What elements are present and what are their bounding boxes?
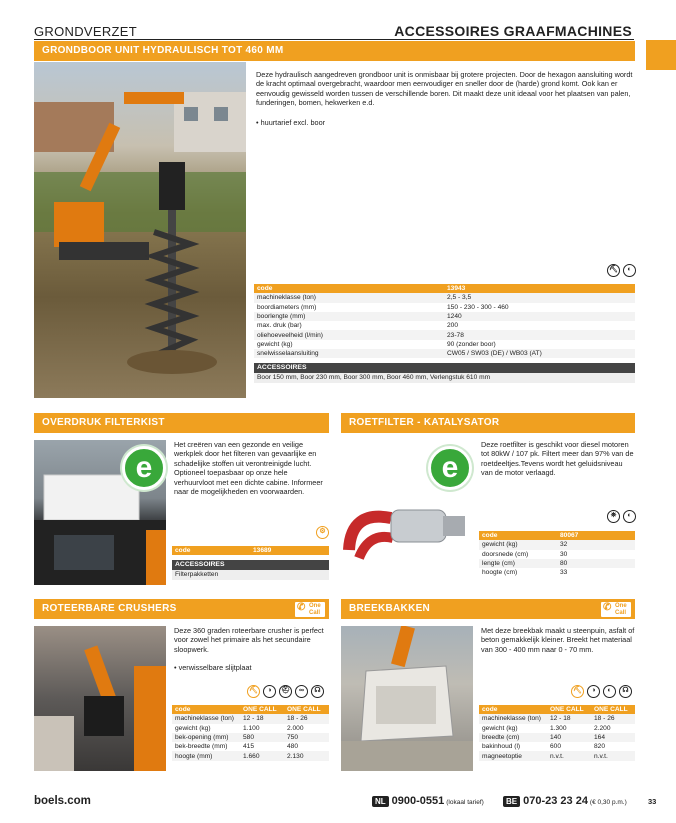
helmet-icon: ⛑ (279, 685, 292, 698)
accessories-heading: ACCESSOIRES (172, 560, 329, 570)
crusher-icon: ⛏ (571, 685, 584, 698)
accessories-list: Filterpakketten (172, 570, 329, 580)
table-cell: ONE CALL (547, 705, 591, 714)
table-cell: 18 - 26 (591, 714, 635, 723)
table-cell: ONE CALL (240, 705, 284, 714)
be-tag: BE (503, 796, 520, 807)
table-row (172, 751, 329, 760)
be-note: (€ 0,30 p.m.) (589, 799, 627, 806)
goggles-icon: ∞ (295, 685, 308, 698)
nl-phone: 0900-0551 (391, 795, 445, 807)
table-cell: gewicht (kg) (479, 540, 557, 549)
table-cell: 12 - 18 (240, 714, 284, 723)
page-title: ACCESSOIRES GRAAFMACHINES (394, 23, 632, 39)
table-cell: 80 (557, 559, 635, 568)
table-row (479, 714, 635, 723)
table-row (479, 705, 635, 714)
table-cell: 12 - 18 (547, 714, 591, 723)
nl-note: (lokaal tarief) (446, 799, 484, 806)
table-cell: 164 (591, 733, 635, 742)
table-cell: 80067 (557, 531, 635, 540)
excavator-illustration (34, 62, 246, 398)
grondboor-icons (604, 264, 636, 277)
table-cell: code (479, 705, 547, 714)
breekbakken-title-bar: BREEKBAKKEN (341, 599, 635, 619)
table-cell: ONE CALL (591, 705, 635, 714)
table-cell: gewicht (kg) (175, 724, 211, 732)
crushers-description: Deze 360 graden roteerbare crusher is perfect voor zowel het primaire als het secundaire sloopwerk. (174, 626, 324, 654)
bucket-icon: ◐ (603, 685, 616, 698)
table-row (479, 724, 635, 733)
table-cell: 200 (447, 322, 459, 330)
table-row (479, 751, 635, 760)
nl-tag: NL (372, 796, 389, 807)
table-cell: 2,5 - 3,5 (444, 293, 635, 302)
table-cell: breedte (cm) (479, 733, 547, 742)
table-cell: 600 (550, 743, 562, 751)
table-row (479, 550, 635, 559)
accessories-list: Boor 150 mm, Boor 230 mm, Boor 300 mm, Boor 460 mm, Verlengstuk 610 mm (254, 373, 635, 383)
excavator-icon: ⛏ (607, 264, 620, 277)
table-row (254, 349, 635, 358)
grondboor-spec-table (254, 284, 635, 383)
table-row (479, 531, 635, 540)
table-row (172, 733, 329, 742)
ear-protection-icon: ☊ (311, 685, 324, 698)
table-row (172, 705, 329, 714)
table-row (254, 284, 635, 293)
table-cell: 480 (287, 743, 299, 751)
filterkist-icons (313, 526, 329, 539)
excavator-icon: ◑ (263, 685, 276, 698)
one-call-badge: ✆ One Call (294, 601, 326, 618)
table-cell: gewicht (kg) (257, 340, 293, 348)
table-cell: lengte (cm) (479, 559, 557, 568)
table-cell: 1.100 (243, 724, 260, 732)
table-cell: boorlengte (mm) (254, 312, 444, 321)
table-cell: 33 (560, 569, 568, 577)
crushers-bullet: • verwisselbare slijtplaat (174, 663, 252, 672)
table-row (172, 546, 329, 555)
table-cell: max. druk (bar) (257, 322, 302, 330)
crushers-icons (244, 685, 324, 698)
table-cell: 2.130 (284, 751, 329, 760)
eco-icon: e (122, 446, 166, 490)
eco-icon: e (428, 446, 472, 490)
roetfilter-icons (604, 510, 636, 523)
table-row (172, 724, 329, 733)
table-row (254, 303, 635, 312)
table-cell: bakinhoud (l) (482, 743, 521, 751)
table-cell: bek-opening (mm) (172, 733, 240, 742)
table-cell: 1.660 (240, 751, 284, 760)
table-row (254, 312, 635, 321)
phone-be (503, 795, 627, 807)
page-number: 33 (648, 797, 657, 806)
table-row (479, 559, 635, 568)
table-cell: 13943 (444, 284, 635, 293)
table-cell: hoogte (cm) (482, 569, 518, 577)
side-tab (646, 40, 676, 70)
table-cell: 580 (240, 733, 284, 742)
section-label: GRONDVERZET (34, 24, 137, 39)
filterkist-description: Het creëren van een gezonde en veilige werkplek door het filteren van gevaarlijke en schadelijke stoffen uit verontreinigde lucht. Optioneel toepasbaar op onze hele verhuurvloot met een dichte cabine. Informeer naar de mogelijkheden en voorwaarden. (174, 440, 323, 497)
table-row (254, 321, 635, 330)
crusher-illustration (34, 626, 166, 771)
crushers-table (172, 705, 329, 761)
table-cell: 140 (547, 733, 591, 742)
crusher-icon: ⛏ (247, 685, 260, 698)
table-row (172, 742, 329, 751)
table-cell: bek-breedte (mm) (175, 743, 228, 751)
table-row (479, 742, 635, 751)
header-divider (34, 39, 634, 40)
table-cell: 150 - 230 - 300 - 460 (447, 303, 509, 311)
be-phone: 070-23 23 24 (523, 795, 588, 807)
table-cell: 13689 (250, 546, 329, 555)
table-cell: gewicht (kg) (482, 724, 518, 732)
grondboor-title-bar: GRONDBOOR UNIT HYDRAULISCH TOT 460 MM (34, 41, 635, 61)
breekbakken-description: Met deze breekbak maakt u steenpuin, asfalt of beton gemakkelijk kleiner. Breekt het materiaal van 300 - 400 mm naar 0 - 70 mm. (481, 626, 635, 654)
breekbakken-table (479, 705, 635, 761)
table-row (479, 568, 635, 577)
table-cell: doorsnede (cm) (482, 550, 529, 558)
table-row (479, 733, 635, 742)
filter-icon: ⚙ (316, 526, 329, 539)
table-row (254, 293, 635, 302)
table-cell: code (479, 531, 557, 540)
table-cell: code (172, 705, 240, 714)
table-cell: machineklasse (ton) (479, 714, 547, 723)
roetfilter-title-bar: ROETFILTER - KATALYSATOR (341, 413, 635, 433)
table-cell: code (172, 546, 250, 555)
table-row (254, 340, 635, 349)
table-row (479, 540, 635, 549)
table-cell: n.v.t. (547, 751, 591, 760)
breekbak-illustration (341, 626, 473, 771)
table-cell: snelwisselaansluiting (254, 349, 444, 358)
grondboor-photo (34, 62, 246, 398)
table-cell: boordiameters (mm) (257, 303, 317, 311)
bucket-icon: ◐ (623, 264, 636, 277)
website-link[interactable]: boels.com (34, 795, 91, 807)
filterkist-table (172, 546, 329, 580)
table-cell: magneetoptie (479, 751, 547, 760)
table-cell: 23-78 (444, 330, 635, 339)
table-cell: 90 (zonder boor) (447, 340, 496, 348)
crushers-title-bar: ROTEERBARE CRUSHERS (34, 599, 329, 619)
phone-nl (372, 795, 484, 807)
table-cell: code (254, 284, 444, 293)
table-cell: 415 (243, 743, 255, 751)
table-cell: 30 (560, 550, 568, 558)
breekbakken-photo (341, 626, 473, 771)
bucket-icon: ◐ (623, 510, 636, 523)
table-row (172, 714, 329, 723)
accessories-heading: ACCESSOIRES (254, 363, 635, 373)
table-cell: machineklasse (ton) (254, 293, 444, 302)
table-cell: 1240 (444, 312, 635, 321)
crushers-photo (34, 626, 166, 771)
roetfilter-description: Deze roetfilter is geschikt voor diesel motoren tot 80kW / 107 pk. Filtert meer dan 97% van de roetdeeltjes.Tevens wordt het geluidsniveau van de motor verlaagd. (481, 440, 634, 478)
table-cell: hoogte (mm) (172, 751, 240, 760)
table-cell: n.v.t. (591, 751, 635, 760)
excavator-icon: ◑ (587, 685, 600, 698)
grondboor-description: Deze hydraulisch aangedreven grondboor unit is onmisbaar bij grotere projecten. Door de hexagon aansluiting wordt de kracht optimaal overgebracht, waardoor men eenvoudiger en sneller door de (harde) grond komt. Ook kan er eenvoudig gewisseld worden tussen de verschillende boren. Dit maakt deze unit ideaal voor het plaatsen van palen, funderingen, bomen, hekwerken e.d. (256, 70, 633, 108)
table-cell: 32 (557, 540, 635, 549)
one-call-badge: ✆ One Call (600, 601, 632, 618)
table-cell: 18 - 26 (284, 714, 329, 723)
grondboor-bullet: • huurtarief excl. boor (256, 118, 326, 127)
table-cell: 2.200 (594, 724, 611, 732)
table-cell: oliehoeveelheid (l/min) (254, 330, 444, 339)
table-cell: 2.000 (287, 724, 304, 732)
roetfilter-table (479, 531, 635, 577)
table-cell: 750 (284, 733, 329, 742)
breekbakken-icons (568, 685, 632, 698)
table-cell: machineklasse (ton) (172, 714, 240, 723)
table-cell: ONE CALL (284, 705, 329, 714)
table-cell: 820 (594, 743, 606, 751)
table-row (254, 330, 635, 339)
table-cell: CW05 / SW03 (DE) / WB03 (AT) (444, 349, 635, 358)
engine-icon: ⛯ (607, 510, 620, 523)
ear-protection-icon: ☊ (619, 685, 632, 698)
table-cell: 1.300 (550, 724, 567, 732)
filterkist-title-bar: OVERDRUK FILTERKIST (34, 413, 329, 433)
